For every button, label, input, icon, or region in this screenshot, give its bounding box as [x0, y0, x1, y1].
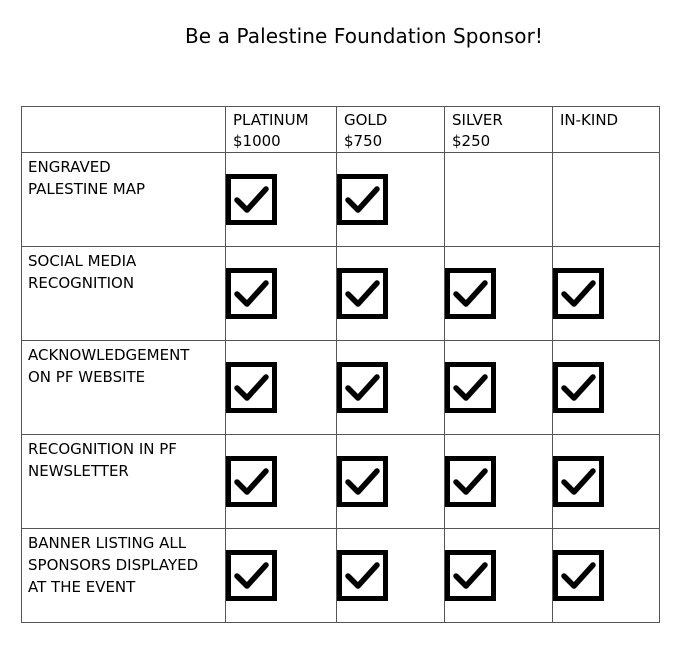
tier-cell	[445, 529, 553, 623]
tier-cell	[553, 435, 660, 529]
benefit-label: RECOGNITION IN PF NEWSLETTER	[28, 440, 177, 480]
tier-cell	[553, 341, 660, 435]
benefit-row	[22, 247, 660, 341]
benefit-row	[22, 435, 660, 529]
benefit-cell	[22, 153, 226, 247]
tier-cell	[445, 341, 553, 435]
checked-box-icon	[226, 362, 277, 413]
tier-cell	[445, 153, 553, 247]
benefit-row	[22, 341, 660, 435]
checked-box-icon	[226, 174, 277, 225]
checked-box-icon	[553, 550, 604, 601]
benefit-label: BANNER LISTING ALL SPONSORS DISPLAYED AT THE EVENT	[28, 534, 199, 596]
checked-box-icon	[226, 456, 277, 507]
tier-cell	[445, 435, 553, 529]
benefit-row	[22, 529, 660, 623]
tier-header-platinum	[226, 107, 337, 153]
checked-box-icon	[337, 174, 388, 225]
header-row	[22, 107, 660, 153]
tier-cell	[226, 529, 337, 623]
page-title: Be a Palestine Foundation Sponsor!	[184, 24, 544, 48]
checked-box-icon	[445, 550, 496, 601]
corner-cell	[22, 107, 226, 153]
benefit-label: ACKNOWLEDGEMENT ON PF WEBSITE	[28, 346, 190, 386]
tier-cell	[445, 247, 553, 341]
tier-cell	[337, 341, 445, 435]
tier-cell	[553, 529, 660, 623]
benefit-cell	[22, 529, 226, 623]
checked-box-icon	[445, 456, 496, 507]
benefit-cell	[22, 341, 226, 435]
tier-label: GOLD $750	[344, 111, 388, 150]
tier-label: IN-KIND	[560, 111, 619, 129]
tier-label: SILVER $250	[452, 111, 503, 150]
checked-box-icon	[553, 362, 604, 413]
checked-box-icon	[337, 456, 388, 507]
checked-box-icon	[226, 550, 277, 601]
checked-box-icon	[226, 268, 277, 319]
benefit-cell	[22, 435, 226, 529]
tier-cell	[226, 247, 337, 341]
benefit-label: ENGRAVED PALESTINE MAP	[28, 158, 146, 198]
benefit-cell	[22, 247, 226, 341]
tier-header-inkind	[553, 107, 660, 153]
sponsorship-table	[21, 106, 660, 623]
benefit-label: SOCIAL MEDIA RECOGNITION	[28, 252, 137, 292]
checked-box-icon	[553, 268, 604, 319]
tier-cell	[337, 247, 445, 341]
checked-box-icon	[553, 456, 604, 507]
tier-cell	[337, 529, 445, 623]
checked-box-icon	[337, 362, 388, 413]
tier-header-silver	[445, 107, 553, 153]
tier-label: PLATINUM $1000	[233, 111, 309, 150]
tier-header-gold	[337, 107, 445, 153]
tier-cell	[226, 435, 337, 529]
checked-box-icon	[445, 362, 496, 413]
tier-cell	[226, 153, 337, 247]
tier-cell	[337, 153, 445, 247]
tier-cell	[553, 247, 660, 341]
tier-cell	[337, 435, 445, 529]
tier-cell	[226, 341, 337, 435]
checked-box-icon	[445, 268, 496, 319]
benefit-row	[22, 153, 660, 247]
checked-box-icon	[337, 268, 388, 319]
tier-cell	[553, 153, 660, 247]
checked-box-icon	[337, 550, 388, 601]
